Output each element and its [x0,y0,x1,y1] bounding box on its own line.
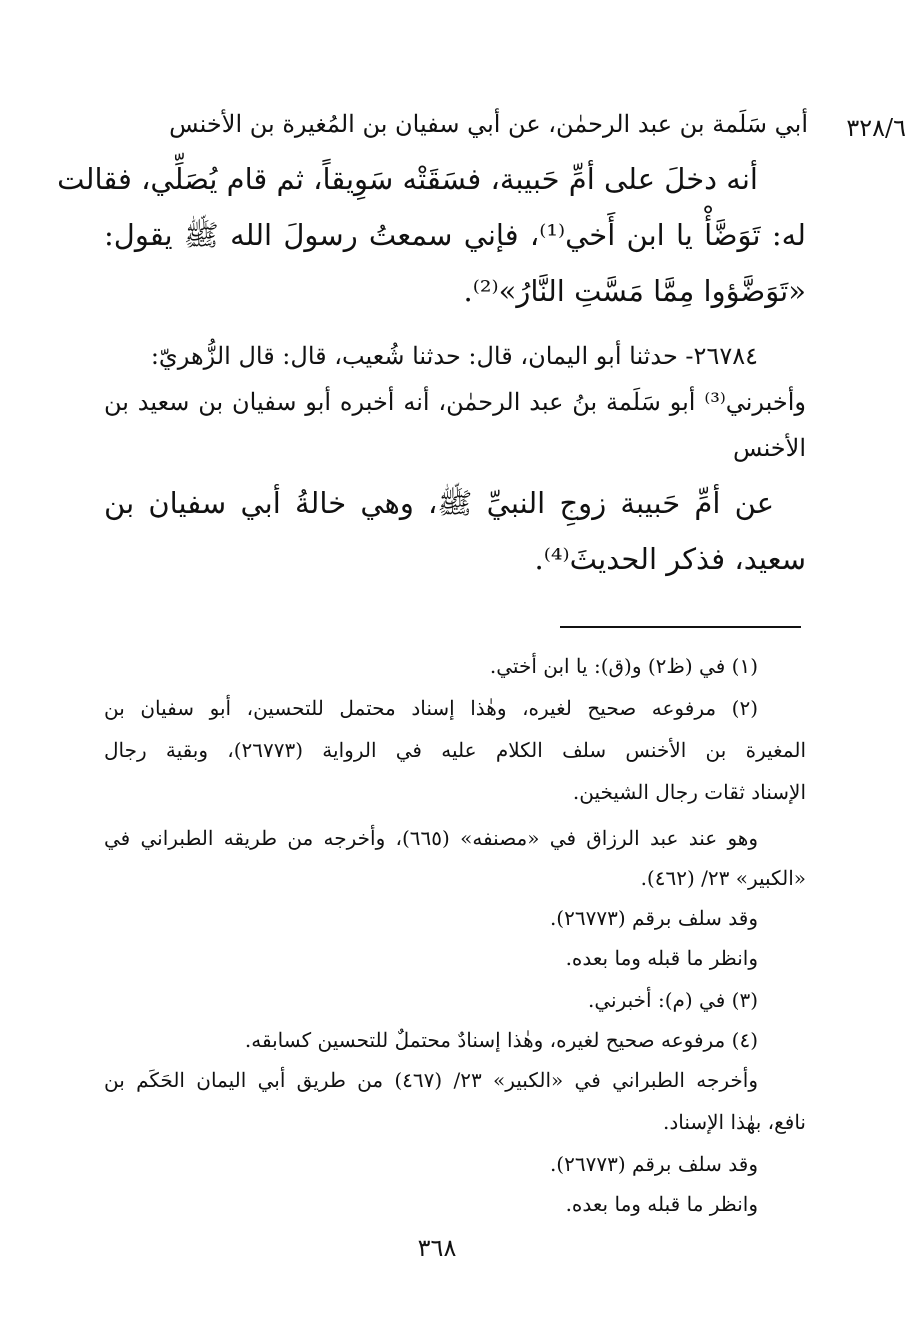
footnote-line: (١) في (ظ٢) و(ق): يا ابن أختي. [489,654,758,678]
footnote-line: المغيرة بن الأخنس سلف الكلام عليه في الرواية (٢٦٧٧٣)، وبقية رجال [104,738,806,762]
footnote-line: وقد سلف برقم (٢٦٧٧٣). [549,906,758,930]
page-number: ٣٦٨ [417,1234,457,1262]
main-text-line: أنه دخلَ على أمِّ حَبيبة، فسَقَتْه سَوِيقاً، ثم قام يُصَلِّي، فقالت [57,162,758,196]
hadith-chain-line: وأخبرني⁽³⁾ أبو سَلَمة بنُ عبد الرحمٰن، أنه أخبره أبو سفيان بن سعيد بن [104,388,806,416]
main-text-line: له: تَوَضَّأْ يا ابن أَخي⁽¹⁾، فإني سمعتُ رسولَ الله ﷺ يقول: [104,218,806,252]
hadith-chain-line: الأخنس [732,434,806,462]
hadith-chain-line: ٢٦٧٨٤- حدثنا أبو اليمان، قال: حدثنا شُعيب، قال: قال الزُّهريّ: [150,342,758,370]
footnote-line: وهو عند عبد الرزاق في «مصنفه» (٦٦٥)، وأخرجه من طريقه الطبراني في [104,826,758,850]
running-header: أبي سَلَمة بن عبد الرحمٰن، عن أبي سفيان بن المُغيرة بن الأخنس [169,110,808,138]
main-text-line: «تَوَضَّؤوا مِمَّا مَسَّتِ النَّارُ»⁽²⁾. [463,274,806,308]
footnote-line: نافع، بهٰذا الإسناد. [663,1110,806,1134]
main-text-line: عن أمِّ حَبيبة زوجِ النبيِّ ﷺ، وهي خالةُ أبي سفيان بن [104,486,774,520]
footnote-line: وأخرجه الطبراني في «الكبير» ٢٣/ (٤٦٧) من طريق أبي اليمان الحَكَم بن [104,1068,758,1092]
footnote-line: (٢) مرفوعه صحيح لغيره، وهٰذا إسناد محتمل للتحسين، أبو سفيان بن [104,696,758,720]
footnote-line: (٣) في (م): أخبرني. [588,988,758,1012]
footnote-line: الإسناد ثقات رجال الشيخين. [572,780,806,804]
main-text-line: سعيد، فذكر الحديثَ⁽⁴⁾. [534,542,806,576]
footnote-line: وانظر ما قبله وما بعده. [565,1192,758,1216]
footnote-line: وانظر ما قبله وما بعده. [565,946,758,970]
footnote-line: (٤) مرفوعه صحيح لغيره، وهٰذا إسنادٌ محتملٌ للتحسين كسابقه. [244,1028,758,1052]
footnote-line: وقد سلف برقم (٢٦٧٧٣). [549,1152,758,1176]
footnote-line: «الكبير» ٢٣/ (٤٦٢). [640,866,806,890]
page-reference: ٣٢٨/٦ [846,114,906,142]
footnote-separator [560,626,801,628]
